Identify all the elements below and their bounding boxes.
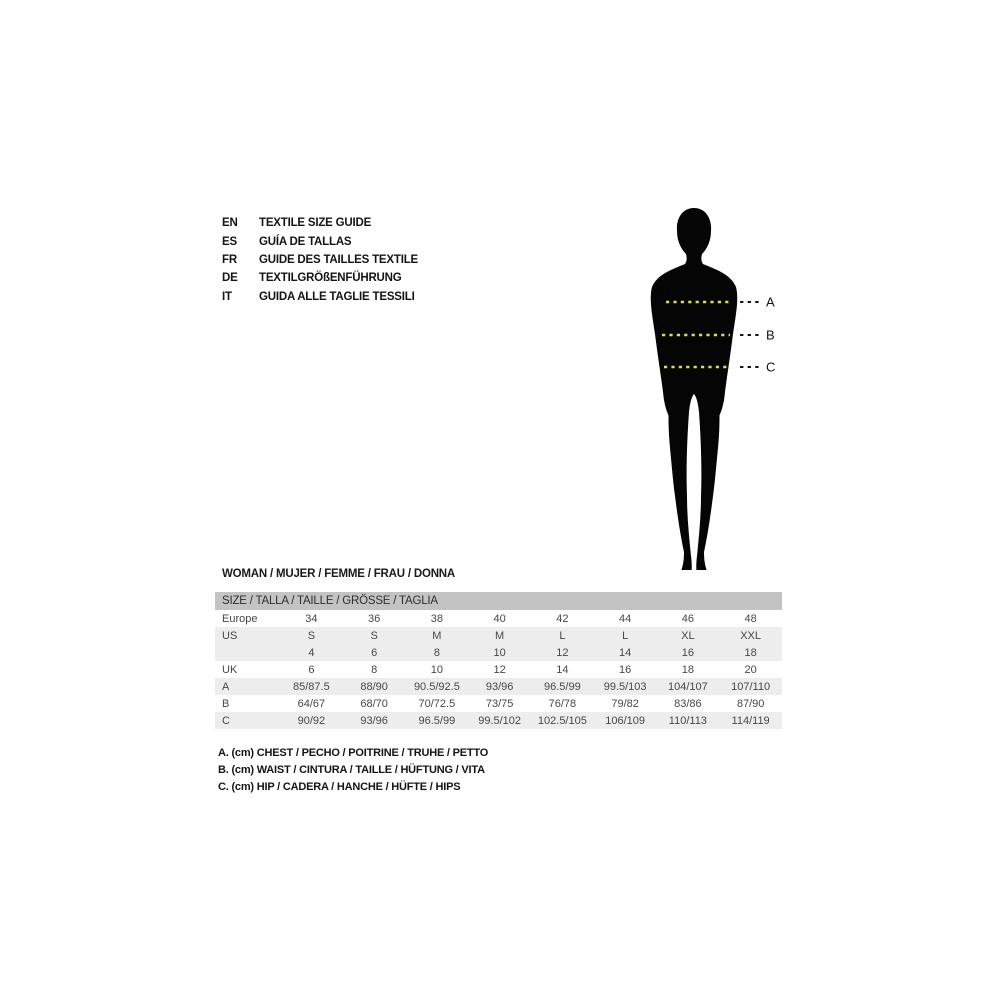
size-cell: 34 [305,612,318,625]
size-cell: 99.5/102 [478,714,522,727]
measurement-legend [218,744,488,796]
size-cell: M [432,629,442,642]
language-title-list [222,214,418,306]
size-cell: 8 [433,646,440,659]
language-title: GUIDE DES TAILLES TEXTILE [259,253,418,266]
size-cell: S [370,629,378,642]
size-cell: 114/119 [731,714,770,727]
row-label: B [222,697,230,710]
size-cell: 106/109 [605,714,645,727]
language-code: DE [222,272,238,285]
size-cell: 83/86 [674,697,702,710]
size-cell: 64/67 [297,697,326,710]
size-cell: 93/96 [485,680,514,693]
size-cell: 16 [681,646,694,659]
size-cell: 96.5/99 [544,680,581,693]
size-cell: 99.5/103 [603,680,647,693]
size-cell: 16 [619,663,632,676]
size-cell: 107/110 [731,680,771,693]
size-cell: 12 [493,663,506,676]
size-cell: XXL [740,629,762,642]
size-cell: 76/78 [548,697,577,710]
size-cell: 70/72.5 [418,697,456,710]
size-cell: 6 [371,646,378,659]
size-cell: 88/90 [360,680,388,693]
size-cell: S [307,629,316,642]
size-cell: 73/75 [485,697,514,710]
row-label: C [222,714,230,727]
size-cell: 93/96 [360,714,388,727]
legend-row: A. (cm) CHEST / PECHO / POITRINE / TRUHE / PETTO [218,746,489,759]
size-cell: 85/87.5 [293,680,330,693]
size-cell: 102.5/105 [537,714,587,727]
size-cell: 90/92 [297,714,326,727]
size-cell: 40 [493,612,506,625]
size-table-rows [215,610,782,729]
language-row [222,251,418,269]
legend-row: B. (cm) WAIST / CINTURA / TAILLE / HÜFTUNG / VITA [218,763,485,776]
language-code: ES [222,235,237,248]
size-cell: 6 [308,663,315,676]
size-cell: 42 [556,612,569,625]
measure-label-b: B [766,327,775,343]
size-table [215,592,782,729]
table-row [215,678,782,695]
row-label: A [222,680,230,693]
language-code: EN [222,217,238,230]
size-cell: 18 [681,663,694,676]
language-row [222,288,418,306]
language-row [222,232,418,250]
table-row [215,695,782,712]
size-cell: 87/90 [736,697,765,710]
measure-label-a: A [766,294,775,310]
size-cell: 38 [430,612,443,625]
size-cell: 110/113 [668,714,707,727]
table-row [215,627,782,644]
size-cell: 68/70 [360,697,388,710]
size-cell: 10 [430,663,443,676]
gender-heading: WOMAN / MUJER / FEMME / FRAU / DONNA [222,568,456,580]
size-cell: 96.5/99 [418,714,456,727]
size-cell: 12 [556,646,569,659]
size-cell: 18 [744,646,757,659]
language-title: TEXTILGRÖßENFÜHRUNG [259,272,402,285]
size-cell: 104/107 [667,680,708,693]
table-row [215,661,782,678]
size-cell: L [559,629,566,642]
language-code: IT [222,290,232,303]
language-title: GUIDA ALLE TAGLIE TESSILI [259,290,415,303]
table-row [215,610,782,627]
size-cell: 46 [681,612,694,625]
table-row [215,712,782,729]
size-cell: 4 [308,646,315,659]
size-cell: M [495,629,505,642]
row-label: US [222,629,238,642]
woman-silhouette [651,208,737,570]
size-cell: 14 [619,646,632,659]
size-cell: 20 [744,663,757,676]
language-row [222,214,418,232]
size-cell: XL [681,629,695,642]
legend-row: C. (cm) HIP / CADERA / HANCHE / HÜFTE / HIPS [218,780,461,793]
size-cell: 8 [371,663,378,676]
language-title: GUÍA DE TALLAS [259,235,352,248]
row-label: Europe [222,612,258,625]
size-table-header-bar: SIZE / TALLA / TAILLE / GRÖSSE / TAGLIA [215,592,782,610]
size-cell: L [622,629,629,642]
size-cell: 79/82 [611,697,639,710]
size-cell: 48 [744,612,757,625]
measure-label-c: C [766,359,776,375]
size-cell: 36 [368,612,381,625]
size-cell: 10 [493,646,506,659]
table-row [215,644,782,661]
size-cell: 14 [556,663,569,676]
language-row [222,269,418,287]
woman-silhouette-figure [618,200,808,570]
size-cell: 90.5/92.5 [413,680,460,693]
size-cell: 44 [619,612,632,625]
row-label: UK [222,663,238,676]
language-title: TEXTILE SIZE GUIDE [259,217,372,230]
language-code: FR [222,253,237,266]
